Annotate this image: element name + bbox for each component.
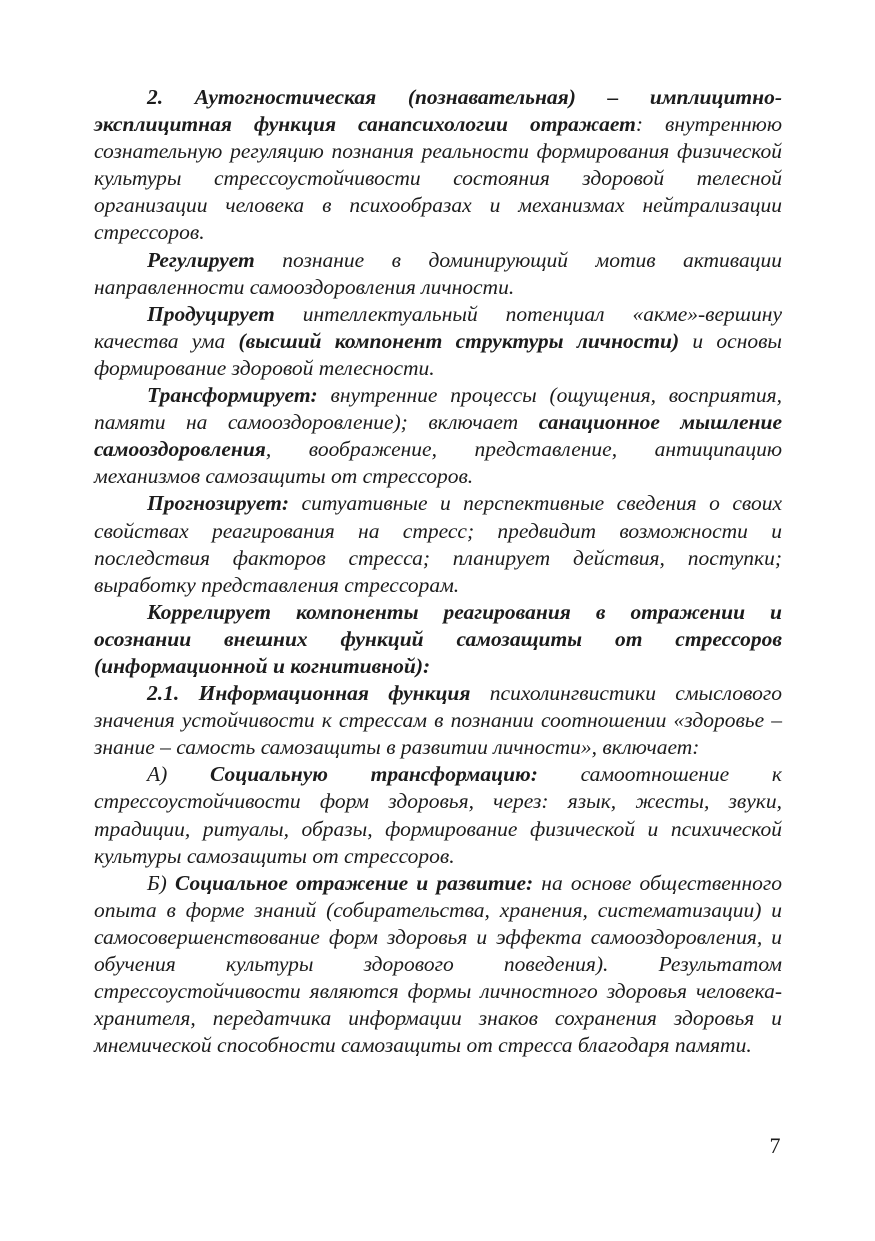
bold-term: Регулирует (147, 247, 255, 272)
text-run: Б) (147, 870, 175, 895)
text-run: познание в доминирующий мотив активации направленности самооздоровления личности. (94, 247, 782, 299)
bold-term: Социальную трансформацию: (210, 762, 538, 787)
bold-term: 2. Аутогностическая (познавательная) – имплицитно-эксплицитная функция санапсихологии отражает (94, 85, 782, 137)
paragraph-social-transformation (94, 761, 782, 869)
bold-term: санационное мышление самооздоровления (94, 410, 782, 462)
bold-term: Коррелирует компоненты реагирования в отражении и осознании внешних функций самозащиты от стрессоров (информационной и когнитивной): (94, 599, 782, 678)
bold-term: Социальное отражение и развитие: (174, 870, 534, 895)
paragraph-produces (94, 301, 782, 382)
paragraph-autognostic (94, 84, 782, 247)
text-run: психолингвистики смыслового значения устойчивости к стрессам в познании соотношении «здоровье – знание – самость самозащиты в развитии личности», включает: (94, 681, 782, 760)
page-number: 7 (769, 1133, 781, 1158)
text-run: внутренние процессы (ощущения, восприятия, памяти на самооздоровление); включает (94, 383, 782, 435)
paragraph-informational-function (94, 680, 782, 761)
paragraph-social-reflection (94, 870, 782, 1060)
text-run: , воображение, представление, антиципацию механизмов самозащиты от стрессоров. (94, 437, 782, 489)
bold-term: 2.1. Информационная функция (147, 681, 471, 706)
bold-term: (высший компонент структуры личности) (238, 328, 680, 353)
text-run: : внутреннюю сознательную регуляцию познания реальности формирования физической культуры стрессоустойчивости состояния здоровой телесной организации человека в психообразах и механизмах нейтрализации стрессоров. (94, 112, 783, 245)
text-run: самоотношение к стрессоустойчивости форм здоровья, через: язык, жесты, звуки, традиции, ритуалы, образы, формирование физической и психической культуры самозащиты от стрессоров. (94, 762, 782, 868)
text-run: и основы формирование здоровой телесности. (94, 328, 782, 380)
bold-term: Продуцирует (147, 301, 275, 326)
page-body (94, 84, 782, 1059)
text-run: интеллектуальный потенциал «акме»-вершину качества ума (94, 301, 782, 353)
bold-term: Трансформирует: (147, 383, 318, 408)
paragraph-predicts (94, 490, 782, 598)
text-run: на основе общественного опыта в форме знаний (собирательства, хранения, систематизации) и самосовершенствование форм здоровья и эффекта самооздоровления, и обучения культуры здорового поведения). Результатом стрессоустойчивости являются формы личностного здоровья человека-хранителя, передатчика информации знаков сохранения здоровья и мнемической способности самозащиты от стресса благодаря памяти. (94, 870, 782, 1058)
paragraph-regulates (94, 247, 782, 301)
paragraph-correlates (94, 599, 782, 680)
paragraph-transforms (94, 382, 782, 490)
text-run: ситуативные и перспективные сведения о своих свойствах реагирования на стресс; предвидит возможности и последствия факторов стресса; планирует действия, поступки; выработку представления стрессорам. (94, 491, 782, 597)
text-run: А) (147, 762, 210, 787)
bold-term: Прогнозирует: (147, 491, 290, 516)
